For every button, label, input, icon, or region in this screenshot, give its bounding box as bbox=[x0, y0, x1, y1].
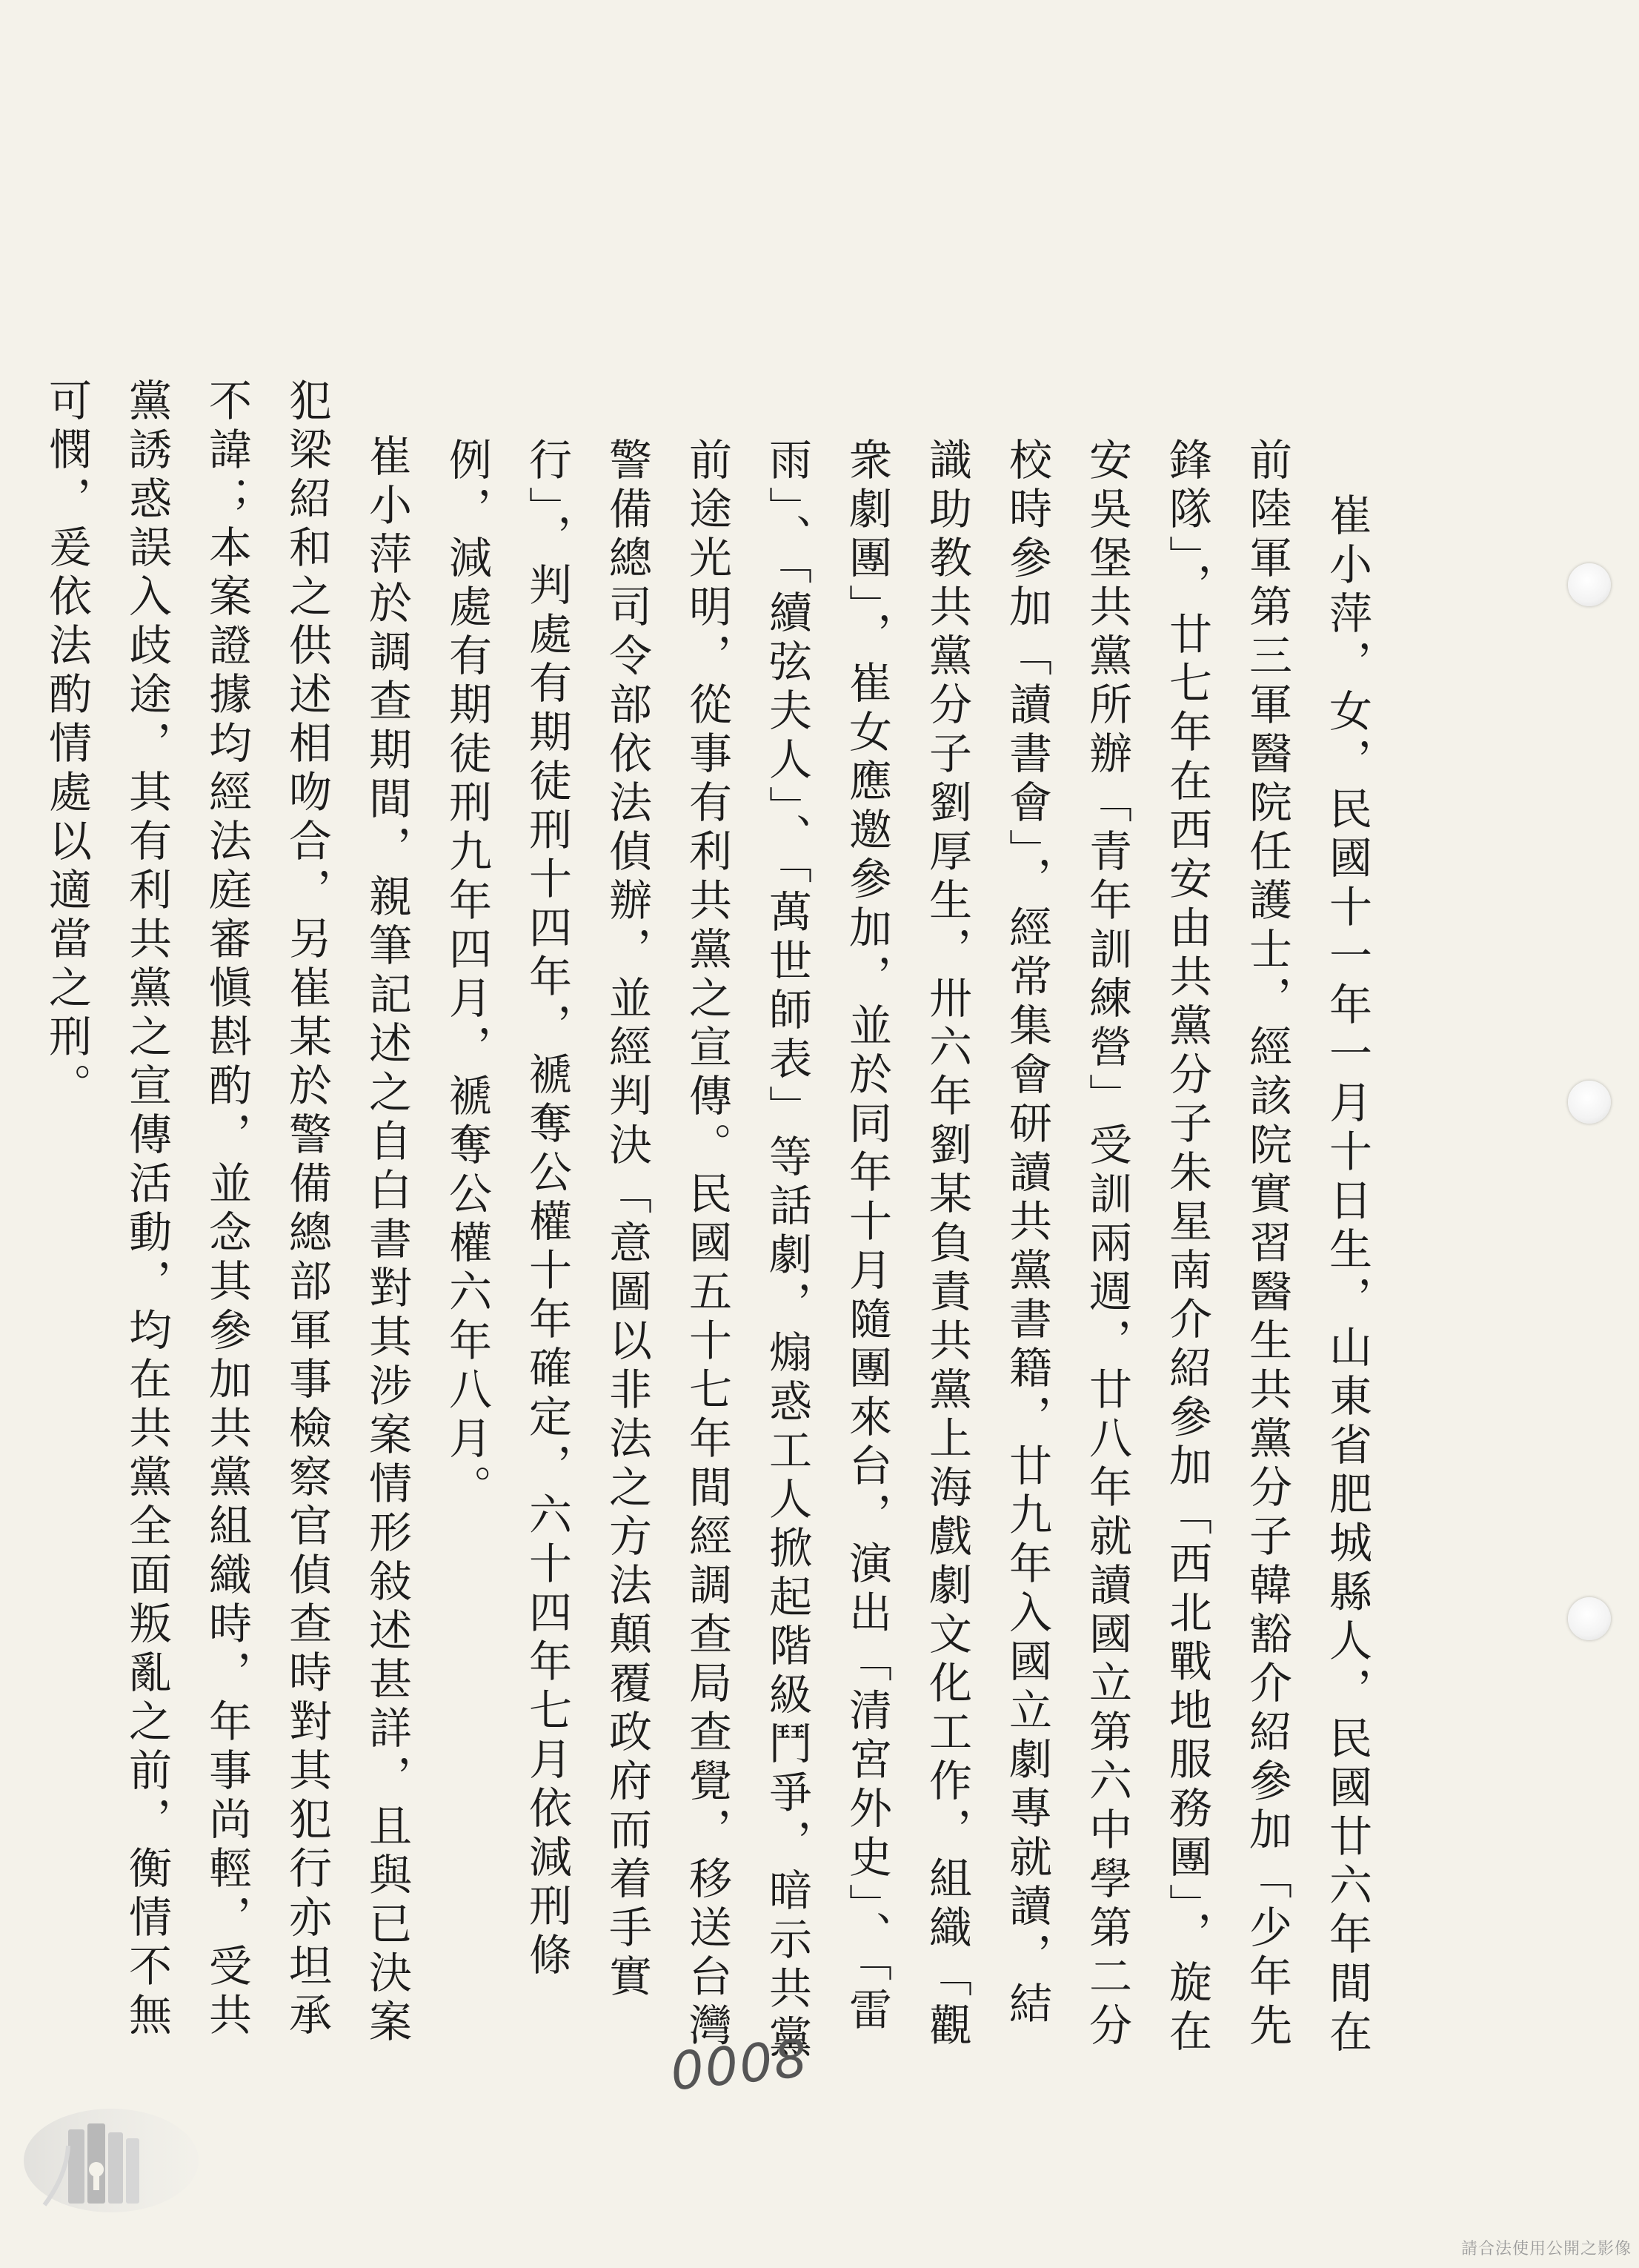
paragraph-2: 崔小萍於調查期間，親筆記述之自白書對其涉案情形敍述甚詳，且與已決案犯梁紹和之供述相吻合，另崔某於警備總部軍事檢察官偵查時對其犯行亦坦承不諱；本案證據均經法庭審愼斟酌，並念其參加共黨組織時，年事尚輕，受共黨誘惑誤入歧途，其有利共黨之宣傳活動，均在共黨全面叛亂之前，衡情不無可憫，爰依法酌情處以適當之刑。 bbox=[41, 378, 412, 2049]
punch-hole-bottom bbox=[1568, 1597, 1611, 1640]
watermark-footer: 請合法使用公開之影像 bbox=[1460, 2240, 1632, 2258]
archive-books-logo-icon bbox=[22, 2101, 200, 2220]
document-body bbox=[27, 378, 1387, 2068]
paragraph-1: 崔小萍，女，民國十一年一月十日生，山東省肥城縣人，民國廿六年間在前陸軍第三軍醫院任護士，經該院實習醫生共黨分子韓豁介紹參加「少年先鋒隊」，廿七年在西安由共黨分子朱星南介紹參加「西北戰地服務團」，旋在安吳堡共黨所辦「青年訓練營」受訓兩週，廿八年就讀國立第六中學第二分校時參加「讀書會」，經常集會研讀共黨書籍，廿九年入國立劇專就讀，結識助教共黨分子劉厚生，卅六年劉某負責共黨上海戲劇文化工作，組織「觀衆劇團」，崔女應邀參加，並於同年十月隨團來台，演出「清宮外史」、「雷雨」、「續弦夫人」、「萬世師表」等話劇，煽惑工人掀起階級鬥爭，暗示共黨前途光明，從事有利共黨之宣傳。民國五十七年間經調查局查覺，移送台灣警備總司令部依法偵辦，並經判決「意圖以非法之方法顛覆政府而着手實行」，判處有期徒刑十四年，褫奪公權十年確定，六十四年七月依減刑條例，減處有期徒刑九年四月，褫奪公權六年八月。 bbox=[442, 437, 1372, 2063]
punch-hole-middle bbox=[1568, 1081, 1611, 1124]
handwritten-page-number: 0008 bbox=[668, 2027, 811, 2103]
punch-hole-top bbox=[1568, 563, 1611, 606]
